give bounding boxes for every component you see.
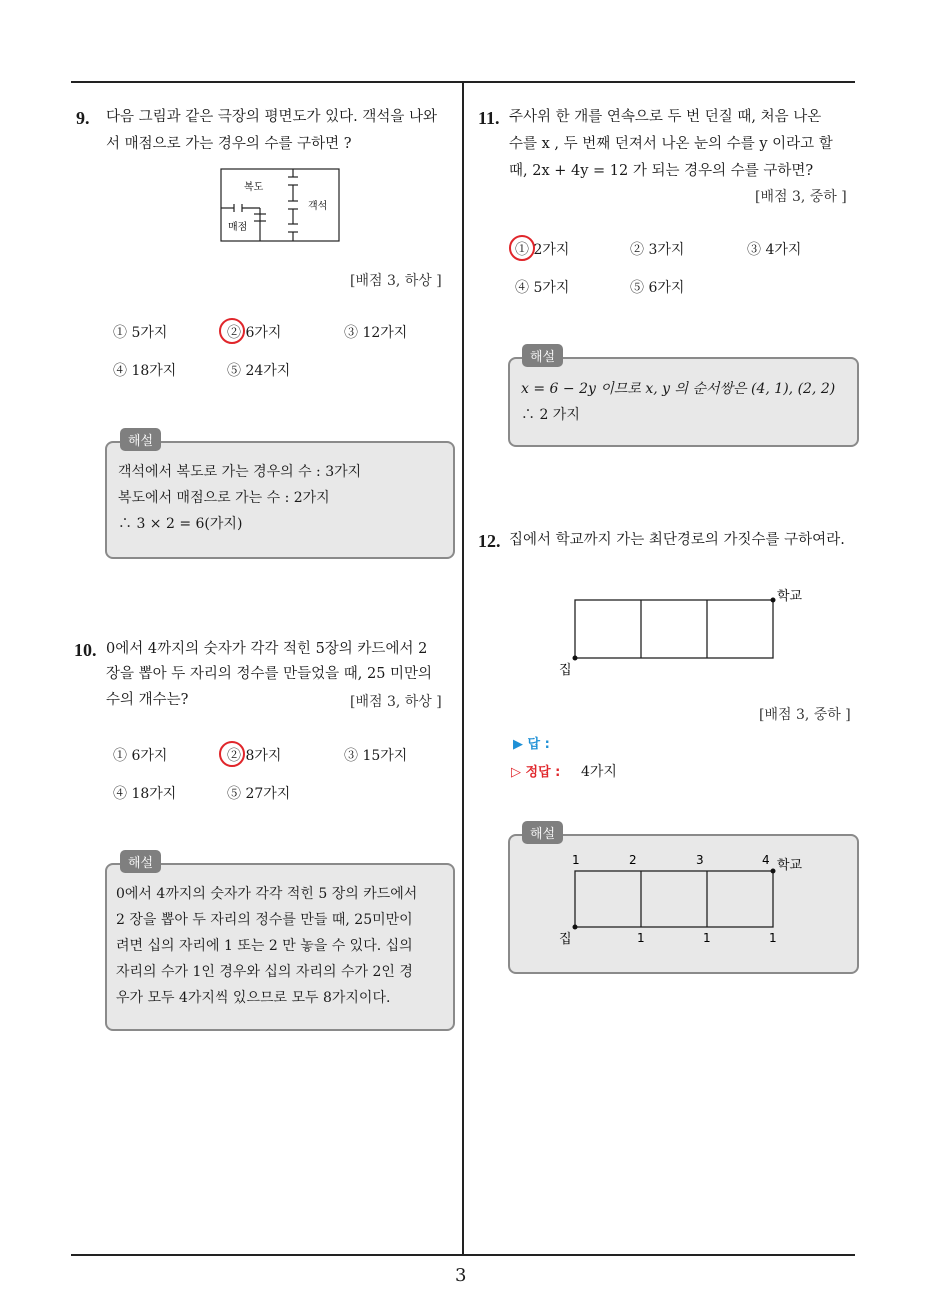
q12-fig-school-label: 학교 bbox=[777, 589, 803, 604]
q9-choice-5[interactable]: ⑤ 24가지 bbox=[227, 363, 291, 379]
q9-solution-tag: 해설 bbox=[120, 428, 161, 451]
q9-solution-line2: 복도에서 매점으로 가는 수 : 2가지 bbox=[118, 490, 330, 506]
q11-number: 11. bbox=[478, 108, 500, 128]
q10-solution-line4: 자리의 수가 1인 경우와 십의 자리의 수가 2인 경 bbox=[116, 964, 413, 980]
q9-choice-3[interactable]: ③ 12가지 bbox=[344, 325, 408, 341]
q10-choice-2[interactable]: ② 8가지 bbox=[227, 748, 282, 764]
q9-solution-line3: ∴ 3 × 2 = 6(가지) bbox=[118, 516, 243, 532]
page-number: 3 bbox=[455, 1265, 467, 1286]
q11-solution-tag: 해설 bbox=[522, 344, 563, 367]
q12-fig-home-label: 집 bbox=[559, 663, 572, 678]
q11-solution-line2: ∴ 2 가지 bbox=[521, 407, 580, 423]
q12-correct-value: 4가지 bbox=[581, 764, 617, 780]
q12-sol-school-label: 학교 bbox=[777, 858, 803, 873]
q9-choice-4[interactable]: ④ 18가지 bbox=[113, 363, 177, 379]
q11-text-line2: 수를 x , 두 번째 던져서 나온 눈의 수를 y 이라고 할 bbox=[509, 136, 833, 152]
q9-text-line2: 서 매점으로 가는 경우의 수를 구하면 ? bbox=[106, 136, 352, 152]
q10-solution-line3: 려면 십의 자리에 1 또는 2 만 놓을 수 있다. 십의 bbox=[116, 938, 413, 954]
q12-score: [배점 3, 중하 ] bbox=[759, 707, 851, 723]
q11-choice-1[interactable]: ① 2가지 bbox=[515, 242, 570, 258]
q10-choice-4[interactable]: ④ 18가지 bbox=[113, 786, 177, 802]
q9-choice-2[interactable]: ② 6가지 bbox=[227, 325, 282, 341]
q11-choice-5[interactable]: ⑤ 6가지 bbox=[630, 280, 685, 296]
q10-number: 10. bbox=[74, 640, 97, 660]
column-divider bbox=[462, 82, 464, 1254]
q9-fig-store-label: 매점 bbox=[228, 222, 248, 233]
q10-text-line3: 수의 개수는? bbox=[106, 692, 189, 708]
q10-text-line2: 장을 뽑아 두 자리의 정수를 만들었을 때, 25 미만의 bbox=[106, 666, 433, 682]
q10-score: [배점 3, 하상 ] bbox=[350, 694, 442, 710]
q9-answer-mark bbox=[219, 318, 245, 344]
q9-floorplan-figure bbox=[220, 168, 342, 244]
q10-answer-mark bbox=[219, 741, 245, 767]
q9-text-line1: 다음 그림과 같은 극장의 평면도가 있다. 객석을 나와 bbox=[106, 109, 438, 125]
q10-solution-line5: 우가 모두 4가지씩 있으므로 모두 8가지이다. bbox=[116, 990, 391, 1006]
q12-sol-bottom-3: 1 bbox=[769, 931, 777, 945]
q12-sol-bottom-1: 1 bbox=[637, 931, 645, 945]
q10-solution-line2: 2 장을 뽑아 두 자리의 정수를 만들 때, 25미만이 bbox=[116, 912, 413, 928]
q12-sol-top-4: 4 bbox=[762, 853, 770, 867]
q11-choice-3[interactable]: ③ 4가지 bbox=[747, 242, 802, 258]
q10-choice-5[interactable]: ⑤ 27가지 bbox=[227, 786, 291, 802]
q12-answer-label: ▶ 답 : bbox=[513, 737, 550, 752]
q9-choice-1[interactable]: ① 5가지 bbox=[113, 325, 168, 341]
q11-choice-2[interactable]: ② 3가지 bbox=[630, 242, 685, 258]
q12-solution-figure bbox=[556, 850, 816, 950]
q12-sol-top-1: 1 bbox=[572, 853, 580, 867]
q12-sol-home-label: 집 bbox=[559, 932, 572, 947]
q12-sol-top-3: 3 bbox=[696, 853, 704, 867]
q9-fig-lobby-label: 복도 bbox=[244, 182, 264, 193]
q12-text-line1: 집에서 학교까지 가는 최단경로의 가짓수를 구하여라. bbox=[509, 532, 845, 548]
q12-correct-label: ▷ 정답 : bbox=[511, 765, 561, 780]
q12-sol-top-2: 2 bbox=[629, 853, 637, 867]
q11-text-line3: 때, 2x + 4y = 12 가 되는 경우의 수를 구하면? bbox=[509, 163, 814, 179]
q11-answer-mark bbox=[509, 235, 535, 261]
q9-score: [배점 3, 하상 ] bbox=[350, 273, 442, 289]
q11-solution-line1: x = 6 − 2y 이므로 x, y 의 순서쌍은 (4, 1), (2, 2) bbox=[521, 381, 836, 397]
q11-score: [배점 3, 중하 ] bbox=[755, 189, 847, 205]
q9-fig-seats-label: 객석 bbox=[308, 201, 328, 212]
q9-number: 9. bbox=[76, 108, 90, 128]
q10-solution-tag: 해설 bbox=[120, 850, 161, 873]
q10-choice-3[interactable]: ③ 15가지 bbox=[344, 748, 408, 764]
bottom-rule bbox=[71, 1254, 855, 1256]
q12-sol-bottom-2: 1 bbox=[703, 931, 711, 945]
q10-choice-1[interactable]: ① 6가지 bbox=[113, 748, 168, 764]
q12-path-grid-figure bbox=[556, 585, 816, 680]
q11-choice-4[interactable]: ④ 5가지 bbox=[515, 280, 570, 296]
q9-solution-line1: 객석에서 복도로 가는 경우의 수 : 3가지 bbox=[118, 464, 362, 480]
q10-solution-line1: 0에서 4까지의 숫자가 각각 적힌 5 장의 카드에서 bbox=[116, 886, 418, 902]
q10-text-line1: 0에서 4까지의 숫자가 각각 적힌 5장의 카드에서 2 bbox=[106, 641, 428, 657]
q12-number: 12. bbox=[478, 531, 501, 551]
q12-answer-input[interactable] bbox=[585, 732, 785, 750]
q11-text-line1: 주사위 한 개를 연속으로 두 번 던질 때, 처음 나온 bbox=[509, 109, 822, 125]
q12-solution-tag: 해설 bbox=[522, 821, 563, 844]
